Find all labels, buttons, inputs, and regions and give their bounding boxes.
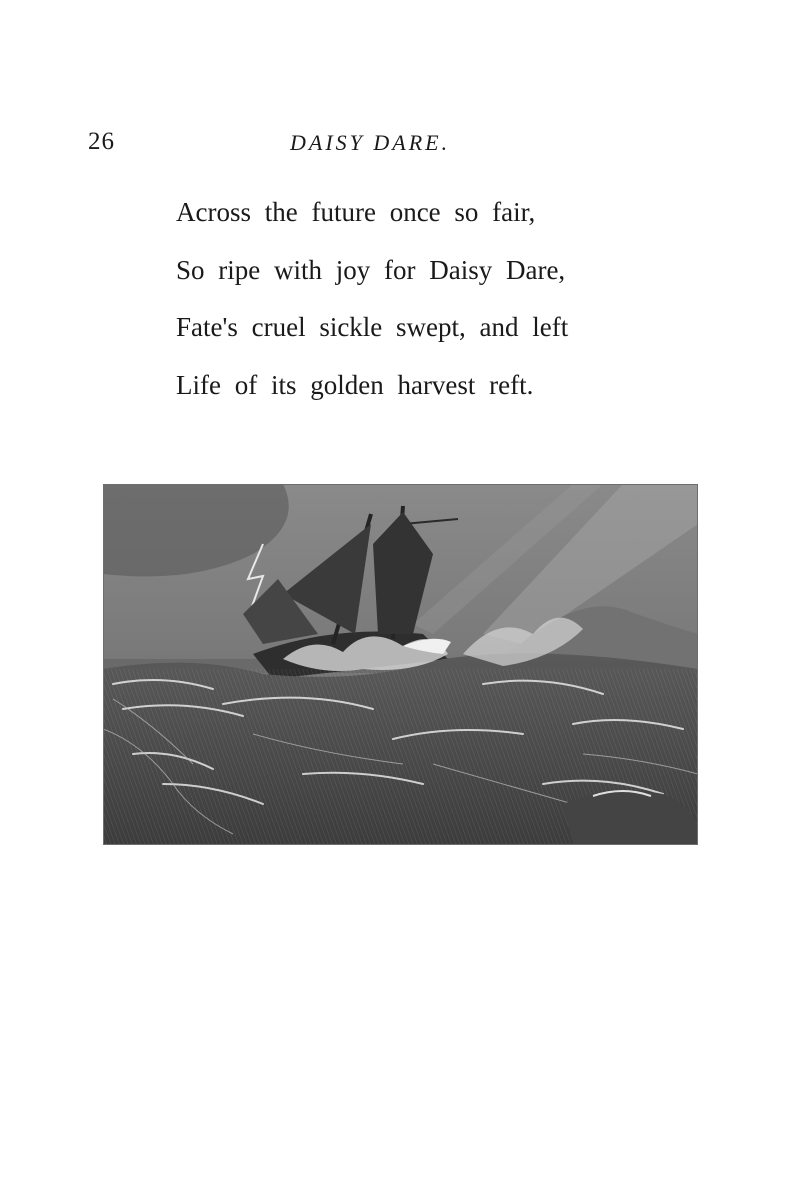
running-title: DAISY DARE.	[290, 130, 451, 155]
page-number: 26	[88, 128, 115, 155]
shipwreck-illustration	[103, 484, 698, 845]
poem-stanza	[176, 188, 568, 418]
poem-line: Fate's cruel sickle swept, and left	[176, 312, 569, 342]
poem-line: So ripe with joy for Daisy Dare,	[176, 254, 566, 285]
poem-line: Across the future once so fair,	[176, 197, 536, 227]
poem-line: Life of its golden harvest reft.	[176, 369, 534, 400]
